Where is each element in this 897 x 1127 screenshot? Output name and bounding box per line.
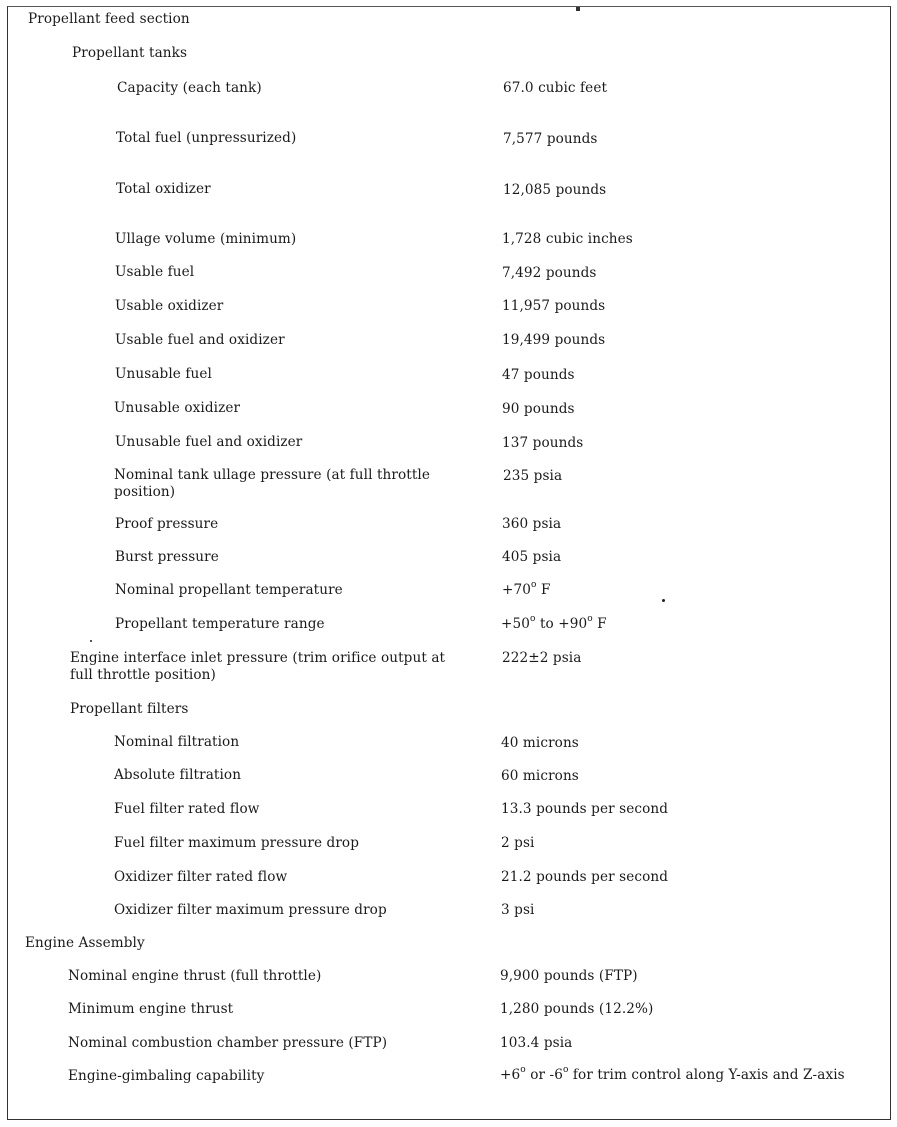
row-label: Ullage volume (minimum)	[115, 231, 297, 247]
row-label: Burst pressure	[115, 549, 219, 565]
row-label: Oxidizer filter rated flow	[114, 869, 288, 885]
scan-speck	[90, 640, 92, 642]
row-label: Nominal engine thrust (full throttle)	[68, 968, 322, 984]
subheading-propellant-filters: Propellant filters	[70, 701, 189, 717]
row-label: Usable fuel	[115, 264, 195, 280]
row-value: 7,492 pounds	[502, 265, 597, 281]
row-label: Fuel filter maximum pressure drop	[114, 835, 360, 851]
row-label: Unusable oxidizer	[114, 400, 241, 416]
row-label: Nominal filtration	[114, 734, 240, 750]
row-value: 235 psia	[503, 468, 563, 484]
row-value: 11,957 pounds	[502, 298, 606, 314]
row-value: 40 microns	[501, 735, 579, 751]
row-value: 67.0 cubic feet	[503, 80, 608, 96]
row-label: Nominal tank ullage pressure (at full throttle position)	[114, 467, 430, 500]
row-value: $+50^o$ to $+90^o$ F	[501, 614, 607, 632]
row-value: 103.4 psia	[500, 1035, 573, 1051]
engine-interface-label: Engine interface inlet pressure (trim orifice output at full throttle position)	[70, 650, 446, 683]
row-value: 405 psia	[502, 549, 562, 565]
row-value: $+6^o$ or -6$^o$ for trim control along Y-axis and Z-axis	[500, 1065, 845, 1083]
row-label: Usable fuel and oxidizer	[115, 332, 285, 348]
row-value: 90 pounds	[502, 401, 575, 417]
row-value: 3 psi	[501, 902, 535, 918]
row-value: 47 pounds	[502, 367, 575, 383]
row-value: 13.3 pounds per second	[501, 801, 669, 817]
subheading-propellant-tanks: Propellant tanks	[72, 45, 188, 61]
row-value: $+70^o$ F	[502, 580, 551, 598]
row-label: Unusable fuel and oxidizer	[115, 434, 303, 450]
row-value: 60 microns	[501, 768, 579, 784]
degree-symbol: o	[531, 580, 537, 591]
row-label: Engine-gimbaling capability	[68, 1068, 265, 1084]
section-heading-propellant-feed: Propellant feed section	[28, 11, 190, 27]
row-label: Total fuel (unpressurized)	[116, 130, 297, 146]
degree-symbol: o	[562, 1065, 569, 1076]
degree-symbol: o	[520, 1065, 526, 1076]
row-value: 12,085 pounds	[503, 182, 607, 198]
row-label: Unusable fuel	[115, 366, 212, 382]
row-value: 21.2 pounds per second	[501, 869, 669, 885]
row-label: Absolute filtration	[114, 767, 242, 783]
degree-symbol: o	[530, 614, 536, 625]
row-label: Proof pressure	[115, 516, 219, 532]
row-value: 2 psi	[501, 835, 535, 851]
row-label: Nominal propellant temperature	[115, 582, 343, 598]
row-label: Minimum engine thrust	[68, 1001, 234, 1017]
scan-speck	[662, 599, 665, 602]
row-label: Oxidizer filter maximum pressure drop	[114, 902, 387, 918]
engine-interface-value: 222±2 psia	[502, 650, 582, 666]
section-heading-engine-assembly: Engine Assembly	[25, 935, 145, 951]
row-value: 1,728 cubic inches	[502, 231, 633, 247]
row-value: 7,577 pounds	[503, 131, 598, 147]
row-value: 137 pounds	[502, 435, 584, 451]
row-label: Propellant temperature range	[115, 616, 325, 632]
row-label: Capacity (each tank)	[117, 80, 262, 96]
row-label: Total oxidizer	[116, 181, 211, 197]
row-value: 9,900 pounds (FTP)	[500, 968, 638, 984]
row-label: Fuel filter rated flow	[114, 801, 260, 817]
row-value: 360 psia	[502, 516, 562, 532]
row-label: Usable oxidizer	[115, 298, 224, 314]
degree-symbol: o	[587, 614, 593, 625]
scan-mark	[576, 7, 580, 11]
row-label: Nominal combustion chamber pressure (FTP)	[68, 1035, 388, 1051]
row-value: 1,280 pounds (12.2%)	[500, 1001, 654, 1017]
row-value: 19,499 pounds	[502, 332, 606, 348]
